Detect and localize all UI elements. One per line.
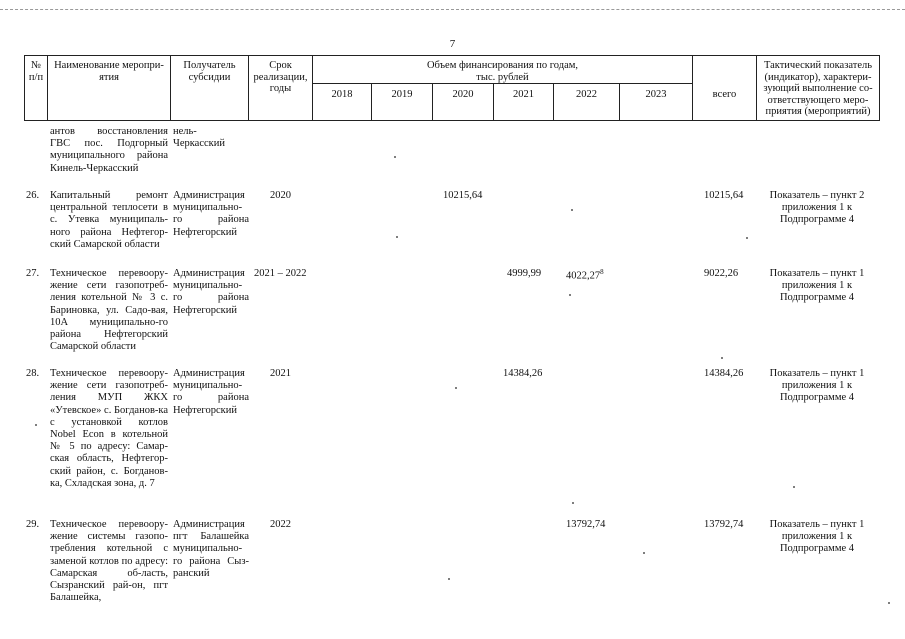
row-27-number: 27. [26,268,40,279]
row-29-indicator: Показатель – пункт 1 приложения 1 к Подпрограмме 4 [769,519,865,555]
row-29-number: 29. [26,519,40,530]
row-27-2021: 4999,99 [507,268,542,279]
row-28-name: Техническое перевоору-жение сети газопотреб-ления МУП ЖКХ «Утевское» с. Богданов-ка с установкой котлов Nobel Econ в котельной № 5 по адресу: Самар-ская область, Нефтегор-ский район, с. Богданов-ка, Схладская зона, д. 7 [50,368,168,489]
header-year-2018: 2018 [331,89,353,100]
row-26-name: Капитальный ремонт центральной теплосети в с. Утевка муниципаль-ного района Нефтегор-ский Самарской области [50,190,168,250]
row-26-term: 2020 [270,190,291,201]
row-26-recipient: Администрация муниципально-го района Нефтегорский [173,190,249,238]
row-29-recipient: Администрация пгт Балашейка муниципально-го района Сыз-ранский [173,519,249,579]
header-num: № п/п [28,60,44,83]
scan-top-edge [0,9,905,10]
page-number: 7 [449,38,456,50]
row-26-indicator: Показатель – пункт 2 приложения 1 к Подпрограмме 4 [769,190,865,226]
continuation-recipient: нель- Черкасский [173,126,225,150]
row-27-name: Техническое перевоору-жение сети газопотреб-ления котельной № 3 с. Бариновка, ул. Садо-вая, 10А муниципально-го района Нефтегорский Самарской области [50,268,168,353]
row-28-term: 2021 [270,368,291,379]
header-year-2023: 2023 [645,89,667,100]
header-name: Наименование меропри- ятия [54,60,164,83]
row-26-total: 10215,64 [704,190,744,201]
header-funding: Объем финансирования по годам, тыс. рублей [426,60,579,83]
row-28-total: 14384,26 [704,368,744,379]
row-28-2021: 14384,26 [503,368,543,379]
row-29-name: Техническое перевоору-жение системы газопо-требления котельной с заменой котлов по адресу: Самарская об-ласть, Сызранский рай-он, пгт Балашейка, [50,519,168,604]
row-28-recipient: Администрация муниципально-го района Нефтегорский [173,368,249,416]
header-year-2022: 2022 [576,89,597,100]
row-27-indicator: Показатель – пункт 1 приложения 1 к Подпрограмме 4 [769,268,865,304]
row-27-2022-value: 4022,27 [566,270,601,282]
row-29-2022: 13792,74 [566,519,606,530]
row-27-footnote-mark: 8 [600,268,604,276]
row-27-total: 9022,26 [704,268,739,279]
header-year-2021: 2021 [513,89,534,100]
continuation-name: антов восстановления ГВС пос. Подгорный муниципального района Кинель-Черкасский [50,126,168,174]
row-28-indicator: Показатель – пункт 1 приложения 1 к Подпрограмме 4 [769,368,865,404]
row-27-recipient: Администрация муниципально-го района Нефтегорский [173,268,249,316]
row-26-number: 26. [26,190,40,201]
header-total: всего [712,89,737,100]
header-indicator: Тактический показатель (индикатор), характери- зующий выполнение со- ответствующего меро- приятия (мероприятий) [763,60,873,117]
header-year-2020: 2020 [452,89,474,100]
header-year-2019: 2019 [391,89,413,100]
header-recipient: Получатель субсидии [183,60,236,83]
row-29-total: 13792,74 [704,519,744,530]
header-term: Срок реализации, годы [253,60,308,94]
row-27-term: 2021 – 2022 [254,268,307,279]
row-29-term: 2022 [270,519,291,530]
row-28-number: 28. [26,368,40,379]
row-27-2022 [566,266,604,283]
row-26-2020: 10215,64 [443,190,483,201]
